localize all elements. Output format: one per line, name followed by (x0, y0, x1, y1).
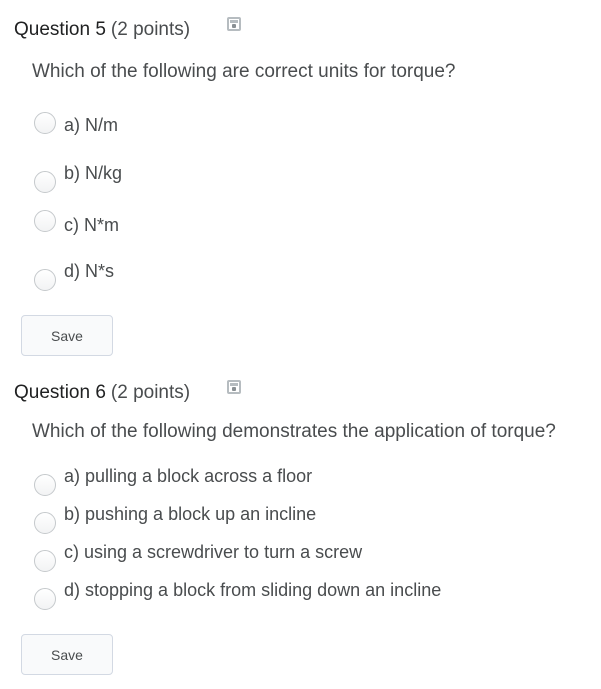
option-label: c) N*m (64, 215, 119, 235)
question-text: Which of the following are correct units for torque? (32, 61, 456, 82)
question-text: Which of the following demonstrates the application of torque? (32, 421, 556, 442)
option-label: a) pulling a block across a floor (64, 466, 313, 486)
question-title: Question 6 (14, 382, 106, 403)
option-label: a) N/m (64, 115, 118, 135)
radio-button[interactable] (34, 269, 56, 291)
radio-button[interactable] (34, 550, 56, 572)
radio-button[interactable] (34, 588, 56, 610)
option-label: d) N*s (64, 261, 115, 281)
option-label: b) pushing a block up an incline (64, 504, 317, 524)
option-a[interactable] (34, 112, 118, 135)
question-header (14, 19, 190, 41)
option-d[interactable] (34, 261, 115, 291)
save-button[interactable]: Save (21, 634, 113, 675)
option-label: c) using a screwdriver to turn a screw (64, 542, 363, 562)
question-header (14, 382, 190, 404)
question-title: Question 5 (14, 19, 106, 40)
question-points: (2 points) (110, 382, 191, 403)
radio-button[interactable] (34, 112, 56, 134)
flag-question-icon[interactable] (227, 17, 241, 31)
flag-question-icon[interactable] (227, 380, 241, 394)
option-c[interactable] (34, 210, 119, 235)
question-points: (2 points) (110, 19, 191, 40)
option-a[interactable] (34, 466, 313, 496)
radio-button[interactable] (34, 171, 56, 193)
radio-button[interactable] (34, 474, 56, 496)
option-b[interactable] (34, 504, 317, 534)
option-d[interactable] (34, 580, 442, 610)
radio-button[interactable] (34, 210, 56, 232)
option-c[interactable] (34, 542, 363, 572)
option-label: b) N/kg (64, 163, 123, 183)
radio-button[interactable] (34, 512, 56, 534)
option-b[interactable] (34, 163, 123, 193)
save-button[interactable]: Save (21, 315, 113, 356)
option-label: d) stopping a block from sliding down an incline (64, 580, 442, 600)
